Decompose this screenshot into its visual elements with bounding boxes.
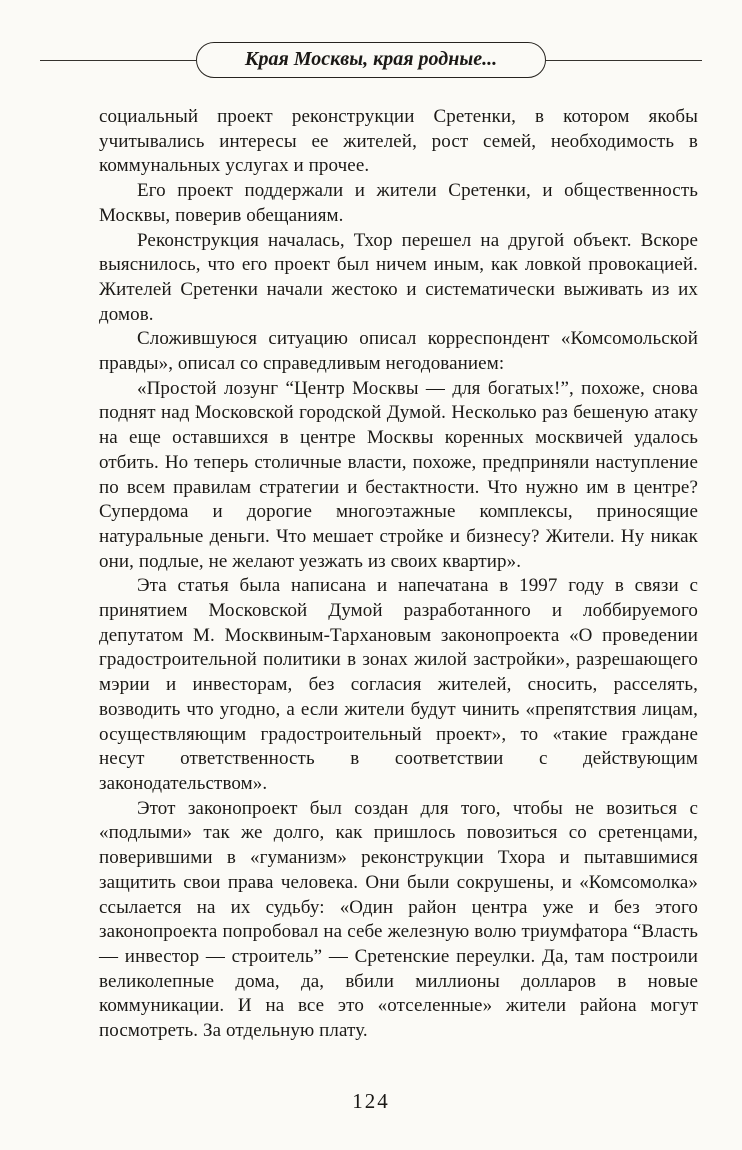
paragraph: социальный проект реконструкции Сретенки, в котором якобы учитывались интересы ее жителей, рост семей, необходимость в коммунальных услугах и прочее. [99,106,698,177]
chapter-title-badge [196,42,546,78]
paragraph: Его проект поддержали и жители Сретенки, и общественность Москвы, поверив обещаниям. [99,180,698,226]
page-number: 124 [352,1089,390,1113]
paragraph: Этот законопроект был создан для того, чтобы не возиться с «подлыми» так же долго, как пришлось повозиться со сретенцами, поверившими в «гуманизм» реконструкции Тхора и пытавшимися защитить свои права человека. Они были сокрушены, и «Комсомолка» ссылается на их судьбу: «Один район центра уже и без этого законопроекта попробовал на себе железную волю триумфатора “Власть — инвестор — строитель” — Сретенские переулки. Да, там построили великолепные дома, да, вбили миллионы долларов в новые коммуникации. И на все это «отселенные» жители района могут посмотреть. За отдельную плату. [99,797,698,1042]
header-rule-right [546,60,702,61]
paragraph: «Простой лозунг “Центр Москвы — для богатых!”, похоже, снова поднят над Московской городской Думой. Несколько раз бешеную атаку на еще оставшихся в центре Москвы коренных москвичей удалось отбить. Но теперь столичные власти, похоже, предприняли наступление по всем правилам стратегии и бестактности. Что нужно им в центре? Супердома и дорогие многоэтажные комплексы, приносящие натуральные деньги. Что мешает стройке и бизнесу? Жители. Ну никак они, подлые, не желают уезжать из своих квартир». [99,377,698,572]
header-rule-left [40,60,196,61]
paragraph: Реконструкция началась, Тхор перешел на другой объект. Вскоре выяснилось, что его проект был ничем иным, как ловкой провокацией. Жителей Сретенки начали жестоко и систематически выживать из их домов. [99,229,698,325]
paragraph: Сложившуюся ситуацию описал корреспондент «Комсомольской правды», описал со справедливым негодованием: [99,328,698,375]
chapter-title: Края Москвы, края родные... [244,48,498,70]
paragraph: Эта статья была написана и напечатана в 1997 году в связи с принятием Московской Думой разработанного и лоббируемого депутатом М. Москвиным-Тархановым законопроекта «О проведении градостроительной политики в зонах жилой застройки», разрешающего мэрии и инвесторам, без согласия жителей, сносить, расселять, возводить что угодно, а если жители будут чинить «препятствия лицам, осуществляющим градостроительный проект», то «такие граждане несут ответственность в соответствии с действующим законодательством». [99,575,698,794]
chapter-header [40,42,702,78]
page-body [99,105,698,1044]
